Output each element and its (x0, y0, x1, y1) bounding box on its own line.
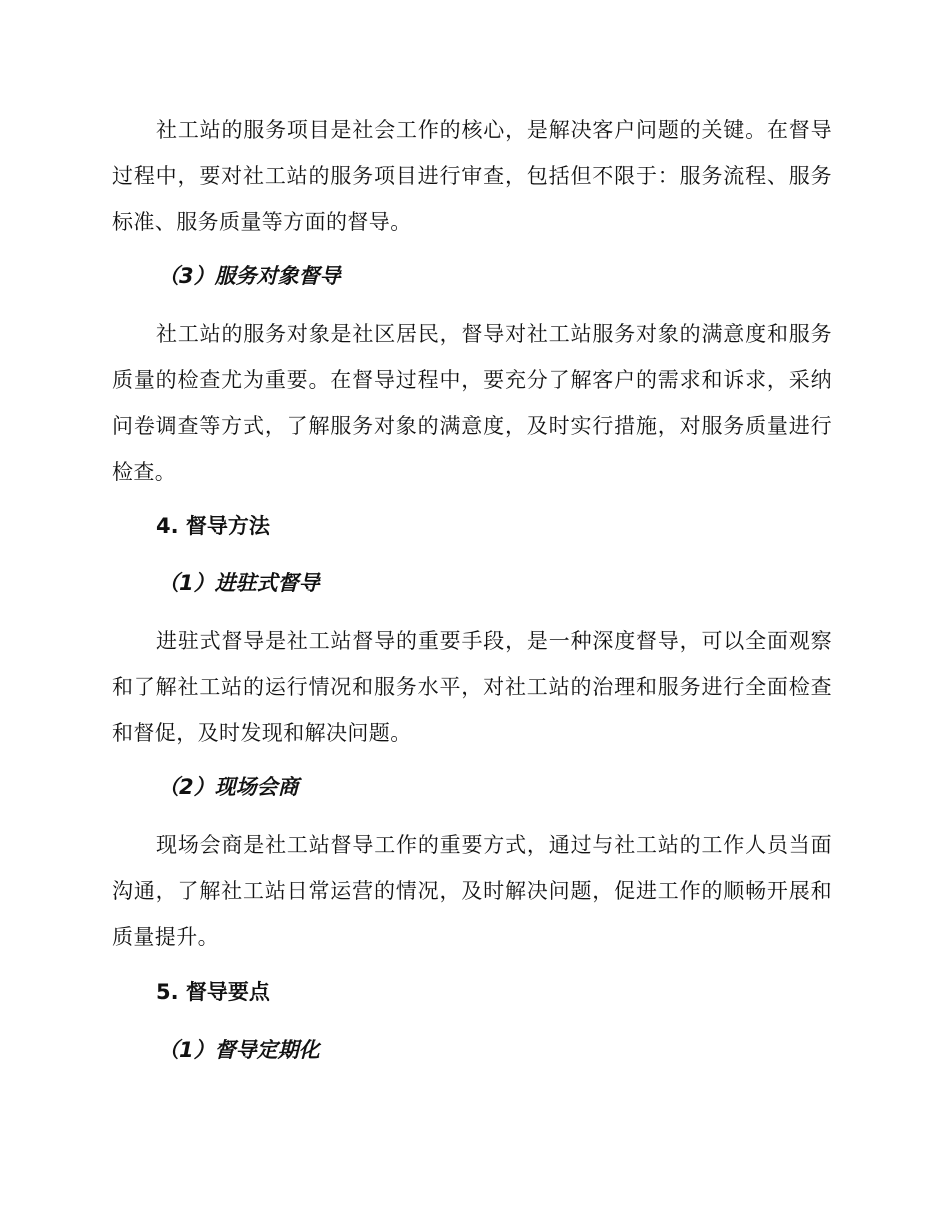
heading-regular-supervision: （1）督导定期化 (158, 1038, 320, 1062)
heading-onsite-consultation: （2）现场会商 (158, 775, 299, 799)
heading-supervision-key-points: 5. 督导要点 (156, 980, 270, 1004)
paragraph-service-recipients: 社工站的服务对象是社区居民，督导对社工站服务对象的满意度和服务质量的检查尤为重要。在督导过程中，要充分了解客户的需求和诉求，采纳问卷调查等方式，了解服务对象的满意度，及时实行措施，对服务质量进行检查。 (112, 322, 832, 484)
paragraph-stationed-supervision: 进驻式督导是社工站督导的重要手段，是一种深度督导，可以全面观察和了解社工站的运行情况和服务水平，对社工站的治理和服务进行全面检查和督促，及时发现和解决问题。 (112, 629, 832, 745)
paragraph-onsite-consultation: 现场会商是社工站督导工作的重要方式，通过与社工站的工作人员当面沟通，了解社工站日常运营的情况，及时解决问题，促进工作的顺畅开展和质量提升。 (112, 833, 832, 949)
paragraph-service-projects: 社工站的服务项目是社会工作的核心，是解决客户问题的关键。在督导过程中，要对社工站的服务项目进行审查，包括但不限于：服务流程、服务标准、服务质量等方面的督导。 (112, 118, 832, 234)
heading-stationed-supervision: （1）进驻式督导 (158, 571, 320, 595)
heading-service-recipient-supervision: （3）服务对象督导 (158, 264, 341, 288)
heading-supervision-methods: 4. 督导方法 (156, 514, 270, 538)
